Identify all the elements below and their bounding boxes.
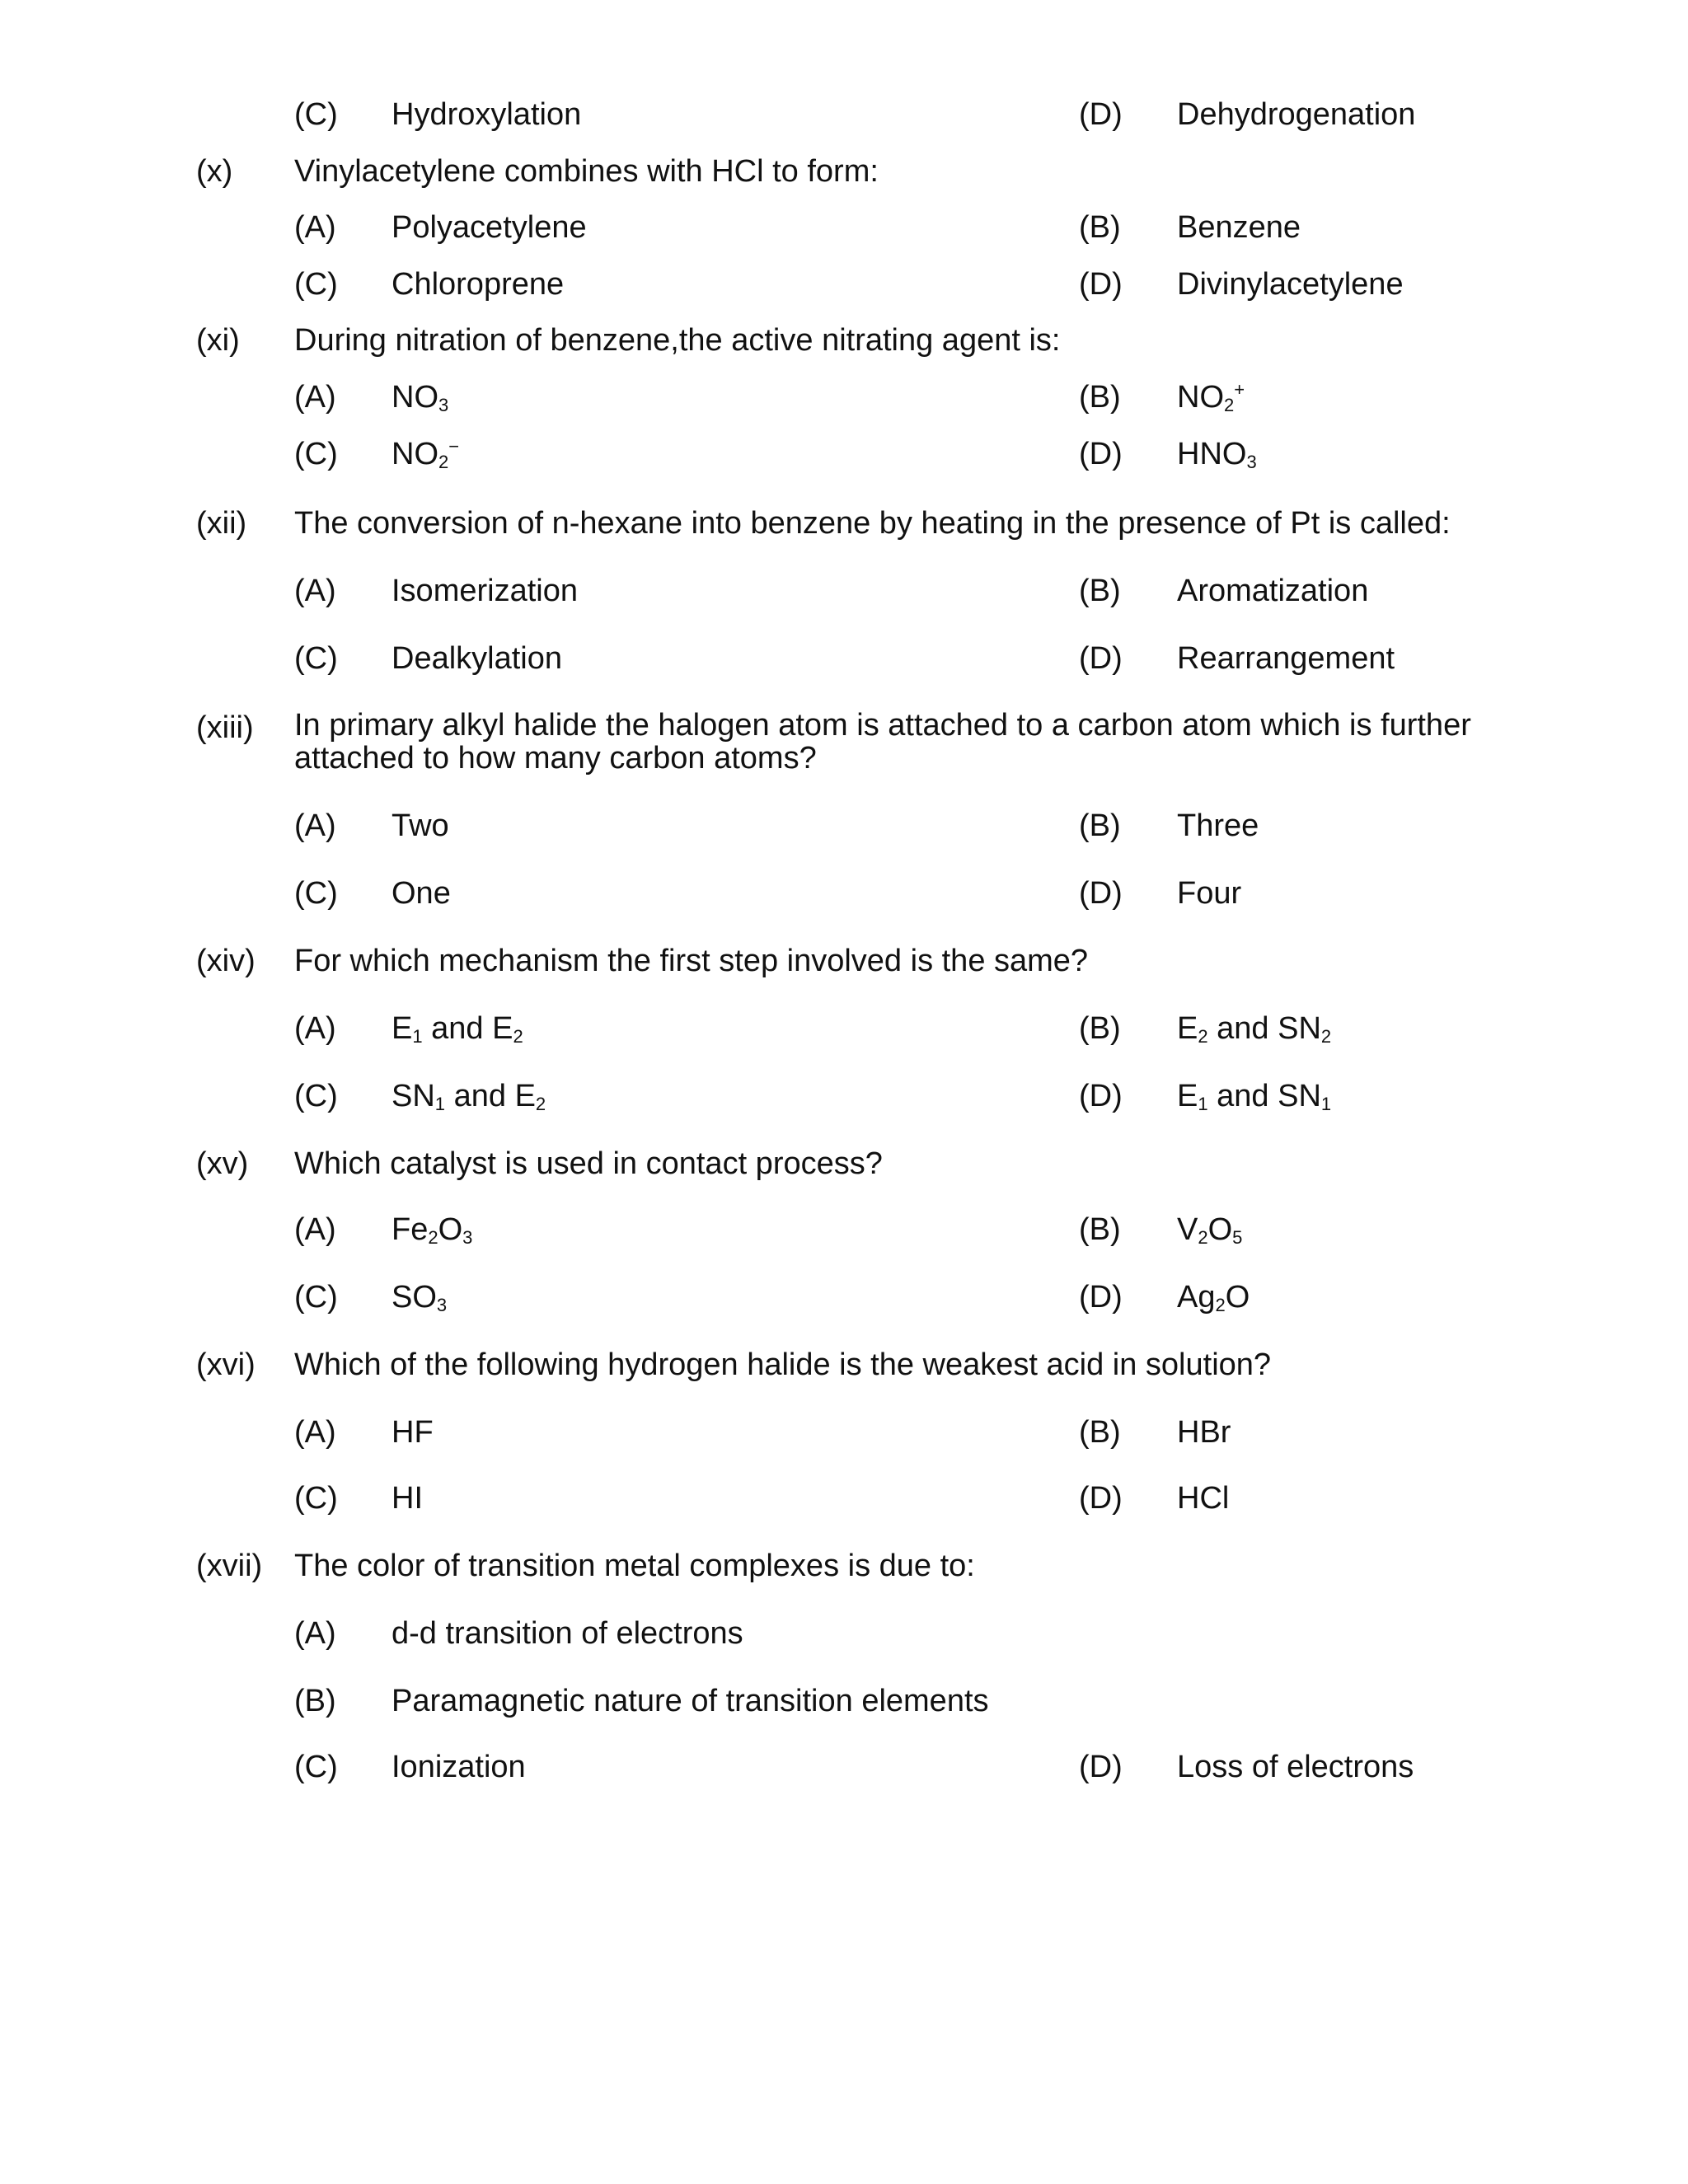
q16-option-d-letter: (D)	[1079, 1481, 1123, 1516]
q14-option-c-formula: $SN_1$ and $E_2$	[392, 1079, 546, 1114]
q15-text: Which catalyst is used in contact process?	[294, 1146, 883, 1181]
q9-option-d-text: Dehydrogenation	[1177, 97, 1416, 132]
q9-option-c-text: Hydroxylation	[392, 97, 582, 132]
q14-options-row-cd	[0, 1080, 1688, 1120]
q13-options-row-ab	[0, 810, 1688, 850]
q17-text: The color of transition metal complexes is due to:	[294, 1549, 975, 1583]
q13-option-d-letter: (D)	[1079, 876, 1123, 911]
q16-option-c-letter: (C)	[294, 1481, 338, 1516]
q16-options-row-ab	[0, 1417, 1688, 1456]
q14-options-row-ab	[0, 1013, 1688, 1052]
q15-option-b-letter: (B)	[1079, 1212, 1121, 1247]
q17-option-b-row	[0, 1685, 1688, 1725]
q11-question	[0, 325, 1688, 364]
q10-option-a-letter: (A)	[294, 210, 336, 245]
q10-option-d-letter: (D)	[1079, 267, 1123, 302]
q17-option-a-text: d-d transition of electrons	[392, 1616, 743, 1651]
q15-option-d-letter: (D)	[1079, 1280, 1123, 1315]
q10-option-a-text: Polyacetylene	[392, 210, 587, 245]
q12-options-row-ab	[0, 575, 1688, 615]
q17-option-c-text: Ionization	[392, 1750, 526, 1784]
q17-option-d-letter: (D)	[1079, 1750, 1123, 1784]
q12-option-d-letter: (D)	[1079, 641, 1123, 676]
q16-option-a-text: HF	[392, 1415, 434, 1450]
q16-option-b-text: HBr	[1177, 1415, 1231, 1450]
q16-options-row-cd	[0, 1483, 1688, 1522]
q11-option-b-letter: (B)	[1079, 380, 1121, 415]
q13-option-c-text: One	[392, 876, 451, 911]
q15-option-c-formula: $SO_3$	[392, 1280, 448, 1315]
q15-options-row-cd	[0, 1282, 1688, 1321]
q15-option-c-letter: (C)	[294, 1280, 338, 1315]
q12-number: (xii)	[196, 506, 247, 541]
q10-question	[0, 156, 1688, 195]
q13-number: (xiii)	[196, 710, 254, 745]
q10-option-b-letter: (B)	[1079, 210, 1121, 245]
q14-option-a-formula: $E_1$ and $E_2$	[392, 1011, 523, 1047]
q14-text: For which mechanism the first step involved is the same?	[294, 944, 1089, 978]
q17-option-c-letter: (C)	[294, 1750, 338, 1784]
q14-option-a-letter: (A)	[294, 1011, 336, 1046]
q13-question	[0, 708, 1688, 786]
q11-options-row-cd	[0, 438, 1688, 478]
q9-option-d-letter: (D)	[1079, 97, 1123, 132]
q17-option-d-text: Loss of electrons	[1177, 1750, 1414, 1784]
q13-option-c-letter: (C)	[294, 876, 338, 911]
q14-option-b-formula: $E_2$ and $SN_2$	[1177, 1011, 1332, 1047]
q13-option-b-letter: (B)	[1079, 808, 1121, 843]
q14-option-d-letter: (D)	[1079, 1079, 1123, 1113]
q13-option-a-letter: (A)	[294, 808, 336, 843]
q10-option-d-text: Divinylacetylene	[1177, 267, 1404, 302]
q15-options-row-ab	[0, 1214, 1688, 1254]
q15-number: (xv)	[196, 1146, 249, 1181]
q11-options-row-ab	[0, 379, 1688, 421]
q16-text: Which of the following hydrogen halide is the weakest acid in solution?	[294, 1347, 1272, 1382]
q17-question	[0, 1550, 1688, 1590]
q11-option-c-letter: (C)	[294, 437, 338, 471]
q12-option-a-letter: (A)	[294, 574, 336, 608]
q11-option-d-formula: $HNO_3$	[1177, 437, 1257, 472]
q10-option-c-text: Chloroprene	[392, 267, 565, 302]
q14-number: (xiv)	[196, 944, 256, 978]
q11-text: During nitration of benzene,the active nitrating agent is:	[294, 323, 1061, 358]
q12-option-b-letter: (B)	[1079, 574, 1121, 608]
q13-option-a-text: Two	[392, 808, 449, 843]
q17-options-row-cd	[0, 1751, 1688, 1791]
q12-question	[0, 508, 1688, 547]
q11-option-a-letter: (A)	[294, 380, 336, 415]
q13-text: In primary alkyl halide the halogen atom is attached to a carbon atom which is further attached to how many carbon atoms?	[294, 708, 1471, 776]
q17-option-b-text: Paramagnetic nature of transition elements	[392, 1684, 989, 1718]
q11-option-d-letter: (D)	[1079, 437, 1123, 471]
q9-option-c-letter: (C)	[294, 97, 338, 132]
q12-option-c-letter: (C)	[294, 641, 338, 676]
q12-options-row-cd	[0, 643, 1688, 682]
q16-option-c-text: HI	[392, 1481, 423, 1516]
q11-number: (xi)	[196, 323, 240, 358]
q13-option-d-text: Four	[1177, 876, 1242, 911]
q15-question	[0, 1148, 1688, 1188]
q16-option-a-letter: (A)	[294, 1415, 336, 1450]
q10-option-b-text: Benzene	[1177, 210, 1301, 245]
q14-option-d-formula: $E_1$ and $SN_1$	[1177, 1079, 1332, 1114]
q16-number: (xvi)	[196, 1347, 256, 1382]
q16-option-b-letter: (B)	[1079, 1415, 1121, 1450]
q15-option-b-formula: $V_2O_5$	[1177, 1212, 1243, 1248]
q17-option-a-row	[0, 1618, 1688, 1657]
q12-text: The conversion of n-hexane into benzene by heating in the presence of Pt is called:	[294, 506, 1451, 541]
q12-option-b-text: Aromatization	[1177, 574, 1369, 608]
q16-question	[0, 1349, 1688, 1389]
q10-option-c-letter: (C)	[294, 267, 338, 302]
q14-question	[0, 945, 1688, 985]
q17-option-b-letter: (B)	[294, 1684, 336, 1718]
q15-option-a-formula: $Fe_2O_3$	[392, 1212, 473, 1248]
q13-options-row-cd	[0, 878, 1688, 917]
q13-option-b-text: Three	[1177, 808, 1259, 843]
q12-option-a-text: Isomerization	[392, 574, 578, 608]
q10-options-row-cd	[0, 269, 1688, 308]
q14-option-c-letter: (C)	[294, 1079, 338, 1113]
q10-number: (x)	[196, 154, 233, 189]
q17-number: (xvii)	[196, 1549, 263, 1583]
q15-option-d-formula: $Ag_2O$	[1177, 1280, 1250, 1315]
q12-option-d-text: Rearrangement	[1177, 641, 1395, 676]
q11-option-b-formula: $NO_2^+$	[1177, 379, 1245, 415]
q16-option-d-text: HCl	[1177, 1481, 1230, 1516]
q11-option-c-formula: $NO_2^-$	[392, 436, 460, 472]
q12-option-c-text: Dealkylation	[392, 641, 562, 676]
q11-option-a-formula: $NO_3$	[392, 380, 449, 415]
q15-option-a-letter: (A)	[294, 1212, 336, 1247]
q9-options-row-cd	[0, 99, 1688, 138]
q17-option-a-letter: (A)	[294, 1616, 336, 1651]
q14-option-b-letter: (B)	[1079, 1011, 1121, 1046]
q10-text: Vinylacetylene combines with HCl to form:	[294, 154, 879, 189]
q10-options-row-ab	[0, 212, 1688, 251]
